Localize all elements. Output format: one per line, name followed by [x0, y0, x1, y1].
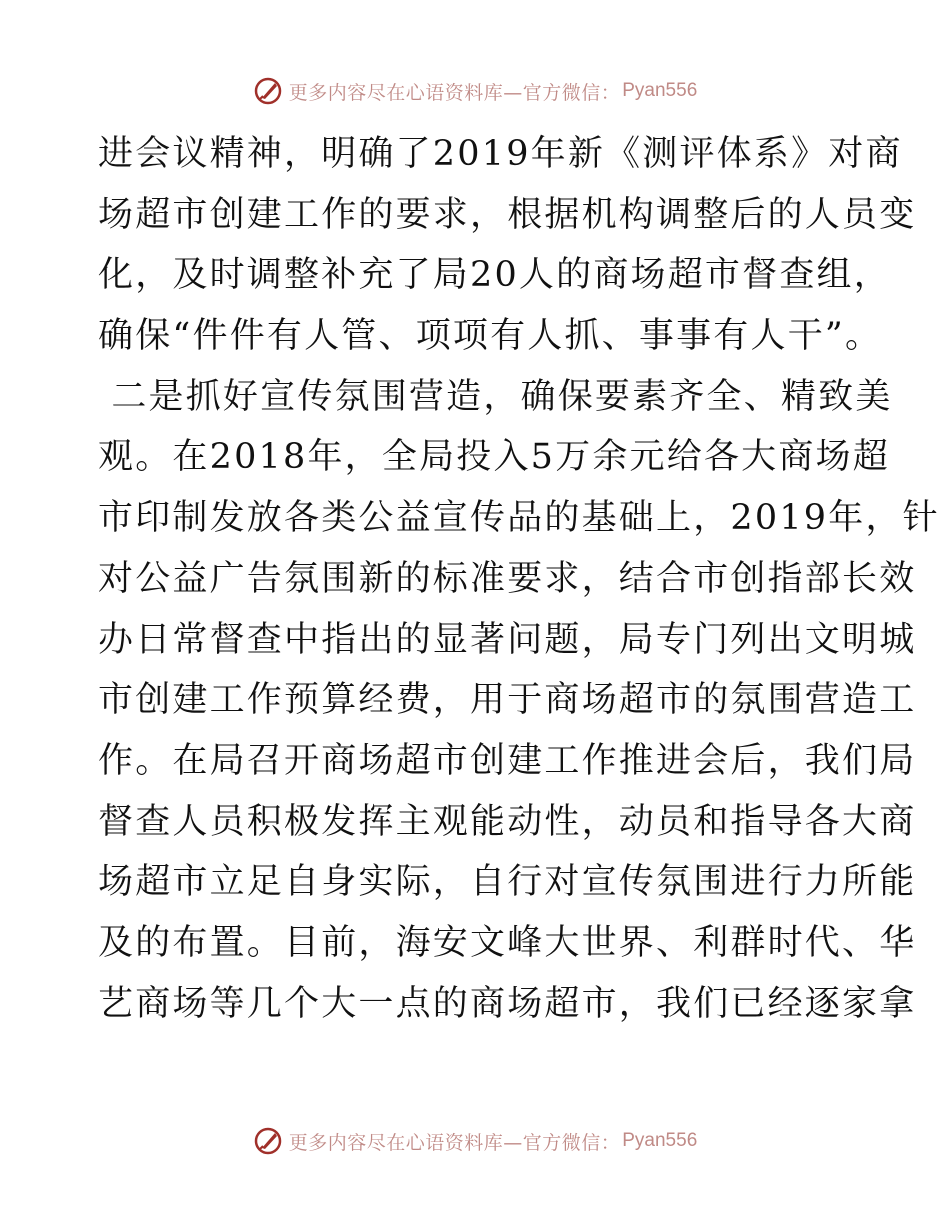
text-line: 市创建工作预算经费，用于商场超市的氛围营造工 [98, 680, 917, 721]
footer-watermark [0, 1124, 950, 1158]
watermark-text: 更多内容尽在心语资料库—官方微信： [288, 1131, 621, 1154]
header-watermark [0, 74, 950, 108]
text-line: 及的布置。目前，海安文峰大世界、利群时代、华 [98, 922, 917, 963]
text-line: 艺商场等几个大一点的商场超市，我们已经逐家拿 [98, 983, 917, 1024]
text-line: 市印制发放各类公益宣传品的基础上，2019年，针 [98, 498, 940, 539]
text-line: 场超市立足自身实际，自行对宣传氛围进行力所能 [98, 862, 917, 903]
watermark-wechat-id: Pyan556 [622, 80, 698, 101]
text-line: 办日常督查中指出的显著问题，局专门列出文明城 [98, 619, 917, 660]
text-line: 作。在局召开商场超市创建工作推进会后，我们局 [98, 740, 917, 781]
text-line: 观。在2018年，全局投入5万余元给各大商场超 [98, 437, 890, 478]
text-line: 场超市创建工作的要求，根据机构调整后的人员变 [98, 194, 917, 235]
text-line: 督查人员积极发挥主观能动性，动员和指导各大商 [98, 801, 917, 842]
text-line: 化，及时调整补充了局20人的商场超市督查组， [98, 255, 891, 296]
text-line: 二是抓好宣传氛围营造，确保要素齐全、精致美 [98, 376, 893, 417]
watermark-wechat-id: Pyan556 [622, 1130, 698, 1151]
document-body [98, 124, 940, 1034]
text-line: 进会议精神，明确了2019年新《测评体系》对商 [98, 134, 903, 174]
text-line: 对公益广告氛围新的标准要求，结合市创指部长效 [98, 558, 917, 599]
feather-logo-icon [253, 1126, 283, 1156]
text-line: 确保“件件有人管、项项有人抓、事事有人干”。 [98, 316, 883, 357]
watermark-text: 更多内容尽在心语资料库—官方微信： [288, 81, 621, 104]
feather-logo-icon [253, 76, 283, 106]
